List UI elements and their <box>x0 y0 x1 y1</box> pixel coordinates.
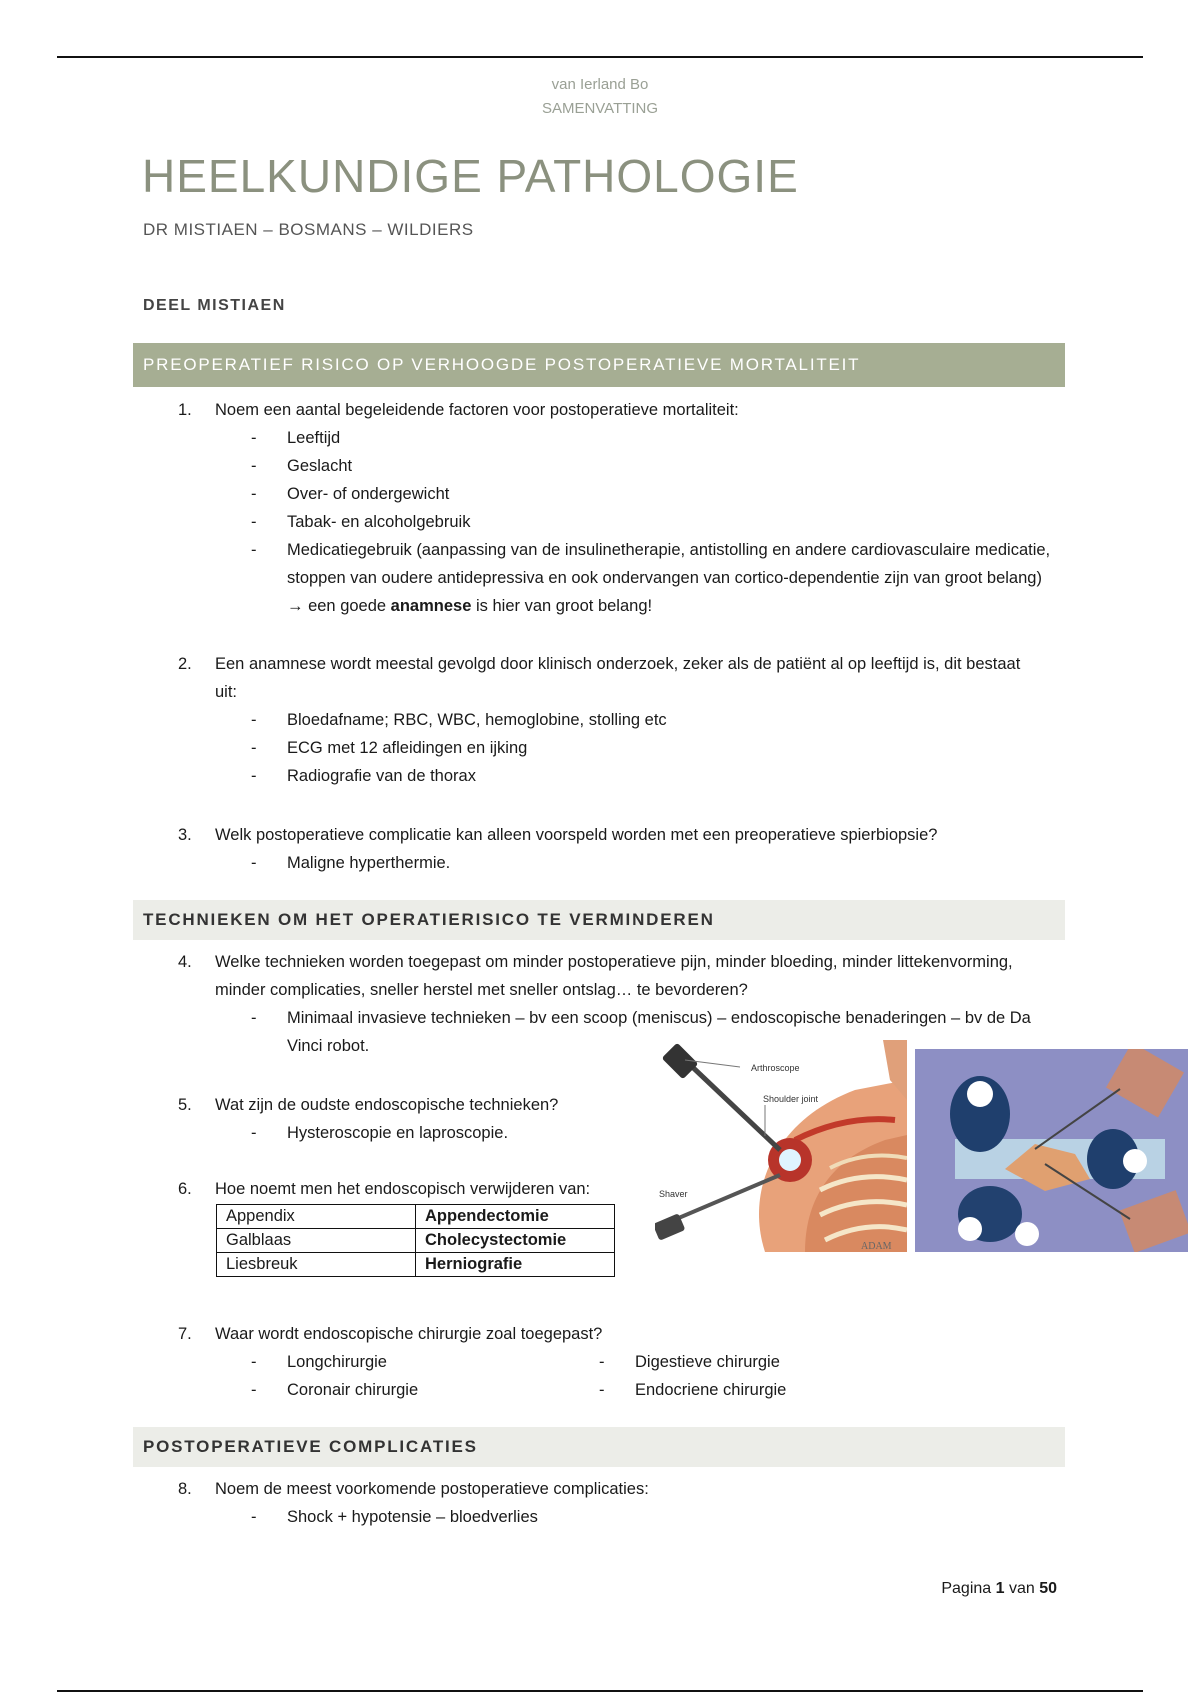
table-row <box>217 1253 615 1277</box>
question-3 <box>178 821 1057 877</box>
table-cell-procedure: Herniografie <box>416 1253 615 1277</box>
question-text: Een anamnese wordt meestal gevolgd door klinisch onderzoek, zeker als de patiënt al op leeftijd is, dit bestaat uit: <box>215 655 1021 701</box>
question-2 <box>178 650 1057 790</box>
header-doc-type: SAMENVATTING <box>541 100 659 117</box>
list-item: - Endocriene chirurgie <box>526 1376 875 1404</box>
section-heading-postoperative-complications: POSTOPERATIEVE COMPLICATIES <box>133 1427 1065 1467</box>
label-arthroscope: Arthroscope <box>751 1063 800 1073</box>
list-item: - Tabak- en alcoholgebruik <box>178 508 1057 536</box>
list-item: - Geslacht <box>178 452 1057 480</box>
question-number: 8. <box>178 1480 192 1498</box>
document-authors: DR MISTIAEN – BOSMANS – WILDIERS <box>143 220 474 239</box>
answer-columns <box>178 1348 1045 1404</box>
question-text: Welke technieken worden toegepast om minder postoperatieve pijn, minder bloeding, minder littekenvorming, minder complicaties, sneller herstel met sneller ontslag… te bevorderen? <box>215 953 1013 999</box>
answer-list-right <box>526 1348 874 1404</box>
table-cell-organ: Liesbreuk <box>217 1253 416 1277</box>
document-title: HEELKUNDIGE PATHOLOGIE <box>142 150 799 202</box>
list-item-medication: - Medicatiegebruik (aanpassing van de insulinetherapie, antistolling en andere cardiovasculaire medicatie, stoppen van oudere antidepressiva en ook ondervangen van cortico-dependentie zijn van groot belang) → een goede anamnese is hier van groot belang! <box>178 536 1057 620</box>
question-6 <box>178 1175 675 1203</box>
question-number: 3. <box>178 826 192 844</box>
current-page: 1 <box>995 1580 1005 1597</box>
question-number: 7. <box>178 1325 192 1343</box>
answer-list-left <box>178 1348 526 1404</box>
question-text: Noem een aantal begeleidende factoren voor postoperatieve mortaliteit: <box>215 401 739 419</box>
question-text: Noem de meest voorkomende postoperatieve complicaties: <box>215 1480 649 1498</box>
operating-room-illustration <box>915 1049 1188 1252</box>
list-item: - Longchirurgie <box>178 1348 527 1376</box>
section-heading-techniques: TECHNIEKEN OM HET OPERATIERISICO TE VERMINDEREN <box>133 900 1065 940</box>
arthroscopy-shoulder-illustration <box>655 1040 907 1252</box>
table-cell-procedure: Cholecystectomie <box>416 1229 615 1253</box>
question-number: 5. <box>178 1096 192 1114</box>
table-row <box>217 1205 615 1229</box>
label-shoulder-joint: Shoulder joint <box>763 1094 819 1104</box>
question-text: Hoe noemt men het endoscopisch verwijderen van: <box>215 1180 591 1198</box>
section-heading-preoperative-risk: PREOPERATIEF RISICO OP VERHOOGDE POSTOPERATIEVE MORTALITEIT <box>133 343 1065 387</box>
question-text: Wat zijn de oudste endoscopische technieken? <box>215 1096 559 1114</box>
label-credit: ADAM <box>861 1241 892 1252</box>
answer-list <box>178 849 1057 877</box>
question-number: 4. <box>178 953 192 971</box>
bottom-rule <box>57 1690 1143 1692</box>
list-item: - Bloedafname; RBC, WBC, hemoglobine, stolling etc <box>178 706 1057 734</box>
label-shaver: Shaver <box>659 1189 688 1199</box>
total-pages: 50 <box>1039 1580 1057 1597</box>
page-header <box>0 73 1200 121</box>
list-item: - ECG met 12 afleidingen en ijking <box>178 734 1057 762</box>
answer-list <box>178 424 1057 620</box>
table-row <box>217 1229 615 1253</box>
list-item: - Coronair chirurgie <box>178 1376 527 1404</box>
question-text: Welk postoperatieve complicatie kan alleen voorspeld worden met een preoperatieve spierbiopsie? <box>215 826 938 844</box>
question-7 <box>178 1320 1045 1404</box>
question-number: 2. <box>178 655 192 673</box>
table-cell-organ: Appendix <box>217 1205 416 1229</box>
question-number: 1. <box>178 401 192 419</box>
emphasis-anamnese: anamnese <box>390 597 472 615</box>
answer-list <box>178 1503 1057 1531</box>
list-item: - Leeftijd <box>178 424 1057 452</box>
endoscopic-removal-table <box>216 1204 615 1277</box>
list-item: - Digestieve chirurgie <box>526 1348 875 1376</box>
table-cell-organ: Galblaas <box>217 1229 416 1253</box>
table-cell-procedure: Appendectomie <box>416 1205 615 1229</box>
part-label: DEEL MISTIAEN <box>143 297 286 314</box>
list-item: - Over- of ondergewicht <box>178 480 1057 508</box>
question-1 <box>178 396 1057 620</box>
question-8 <box>178 1475 1057 1531</box>
top-rule <box>57 56 1143 58</box>
page-footer: Pagina 1 van 50 <box>941 1580 1057 1597</box>
list-item: - Minimaal invasieve technieken – bv een scoop (meniscus) – endoscopische benaderingen – bv de Da Vinci robot. <box>178 1004 1057 1060</box>
header-author: van Ierland Bo <box>551 76 649 93</box>
question-text: Waar wordt endoscopische chirurgie zoal toegepast? <box>215 1325 603 1343</box>
list-item: - Shock + hypotensie – bloedverlies <box>178 1503 1057 1531</box>
list-item: - Hysteroscopie en laproscopie. <box>178 1119 767 1147</box>
answer-list <box>178 706 1057 790</box>
list-item: - Maligne hyperthermie. <box>178 849 1057 877</box>
question-number: 6. <box>178 1180 192 1198</box>
question-4 <box>178 948 1057 1060</box>
list-item: - Radiografie van de thorax <box>178 762 1057 790</box>
